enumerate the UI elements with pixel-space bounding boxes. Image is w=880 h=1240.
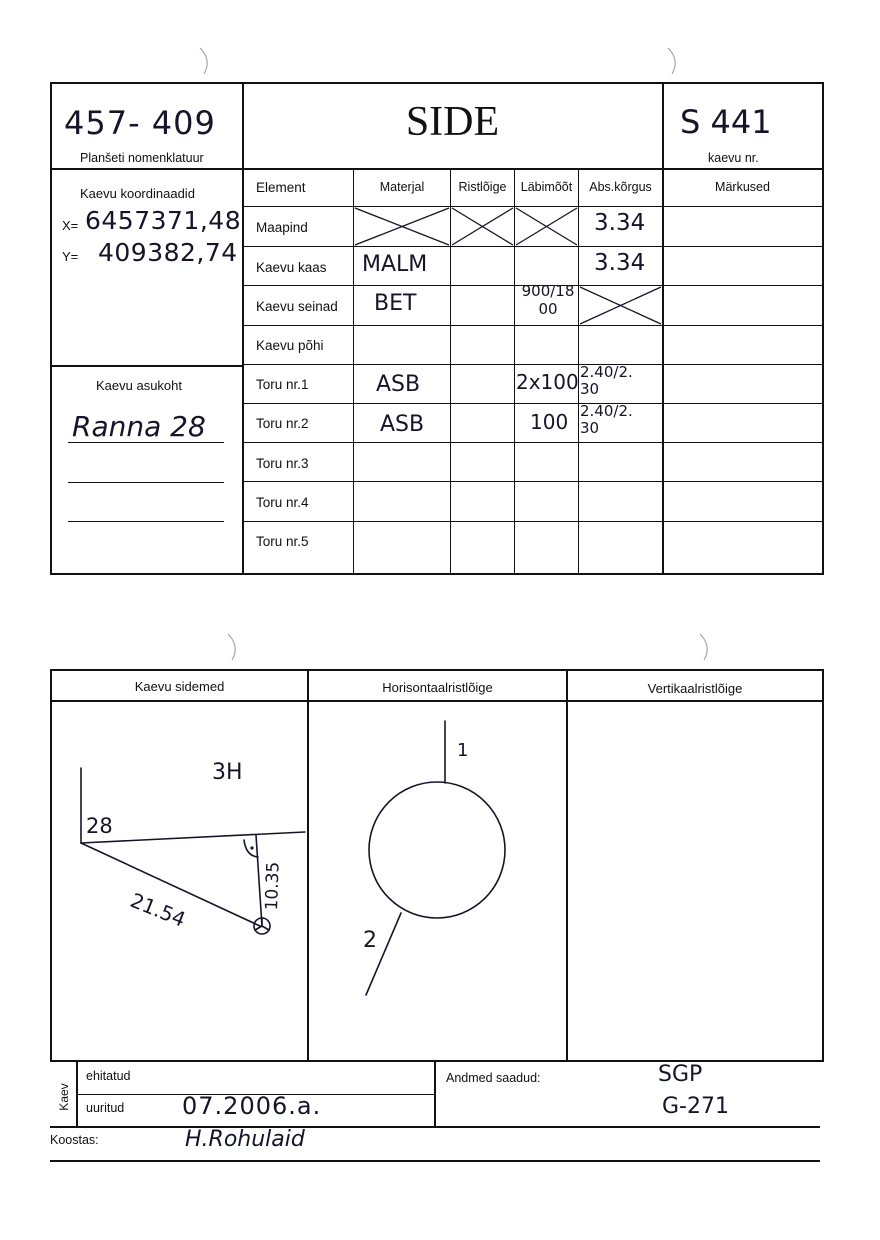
corner-label: 28 [86,814,113,838]
well-number-label: kaevu nr. [708,151,759,165]
pipe-2-label: 2 [363,928,377,953]
col-header-abs: Abs.kõrgus [589,180,652,194]
cell-abs-toru1: 2.40/2.30 [580,363,633,398]
coords-label: Kaevu koordinaadid [80,186,195,201]
cell-materjal-kaas: MALM [362,252,428,277]
cell-labimoot-seinad: 900/1800 [521,282,575,318]
diagonal-distance: 21.54 [127,888,190,932]
row-label: Kaevu seinad [256,299,338,314]
coords-y-prefix: Y= [62,249,79,264]
row-label: Maapind [256,220,308,235]
andmed-value-2: G-271 [662,1094,729,1119]
well-number-value: S 441 [680,103,772,141]
location-label: Kaevu asukoht [96,378,183,393]
col-header-ristloige: Ristlõige [458,180,507,194]
row-label: Toru nr.5 [256,534,309,549]
well-horizontal-circle [369,782,505,918]
col-header-materjal: Materjal [379,180,425,194]
cell-materjal-toru1: ASB [376,372,421,397]
coords-x-value: 6457371,48 [85,206,242,235]
row-label: Kaevu kaas [256,260,327,275]
cell-labimoot-toru1: 2x100 [516,370,579,394]
row-label: Toru nr.2 [256,416,309,431]
house-label: 3H [212,760,243,785]
uuritud-label: uuritud [86,1101,125,1115]
location-value: Ranna 28 [72,410,206,443]
coords-x-prefix: X= [62,218,79,233]
cell-labimoot-toru2: 100 [530,410,569,434]
col-label-sidemed: Kaevu sidemed [134,679,225,694]
kaev-label: Kaev [57,1083,71,1111]
cell-materjal-toru2: ASB [380,412,425,437]
cell-abs-kaas: 3.34 [594,250,646,276]
andmed-label: Andmed saadud: [446,1071,541,1085]
page-title: SIDE [405,99,500,145]
cell-materjal-seinad: BET [374,291,417,316]
col-label-horisontaal: Horisontaalristlõige [382,680,493,695]
row-label: Toru nr.3 [256,456,309,471]
sheet-number-label: Planšeti nomenklatuur [80,151,204,165]
row-label: Kaevu põhi [256,338,324,353]
col-header-element: Element [256,180,306,195]
row-label: Toru nr.4 [256,495,309,510]
koostas-value: H.Rohulaid [185,1127,305,1152]
ehitatud-label: ehitatud [86,1069,131,1083]
pipe-1-label: 1 [457,740,469,761]
building-front-line [81,832,305,843]
col-header-markused: Märkused [715,180,770,194]
uuritud-value: 07.2006.a. [182,1092,322,1120]
col-label-vertikaal: Vertikaalristlõige [647,681,743,696]
cell-abs-maapind: 3.34 [594,210,646,236]
sheet-number-value: 457- 409 [64,104,216,142]
pipe-2-line [366,913,401,995]
coords-y-value: 409382,74 [98,238,238,267]
andmed-value-1: SGP [658,1062,703,1087]
perpendicular-tie-line [256,835,262,926]
col-header-labimoot: Läbimõõt [520,180,573,194]
cell-abs-toru2: 2.40/2.30 [580,402,633,437]
row-label: Toru nr.1 [256,377,309,392]
koostas-label: Koostas: [50,1133,99,1147]
perpendicular-distance: 10.35 [262,861,284,911]
